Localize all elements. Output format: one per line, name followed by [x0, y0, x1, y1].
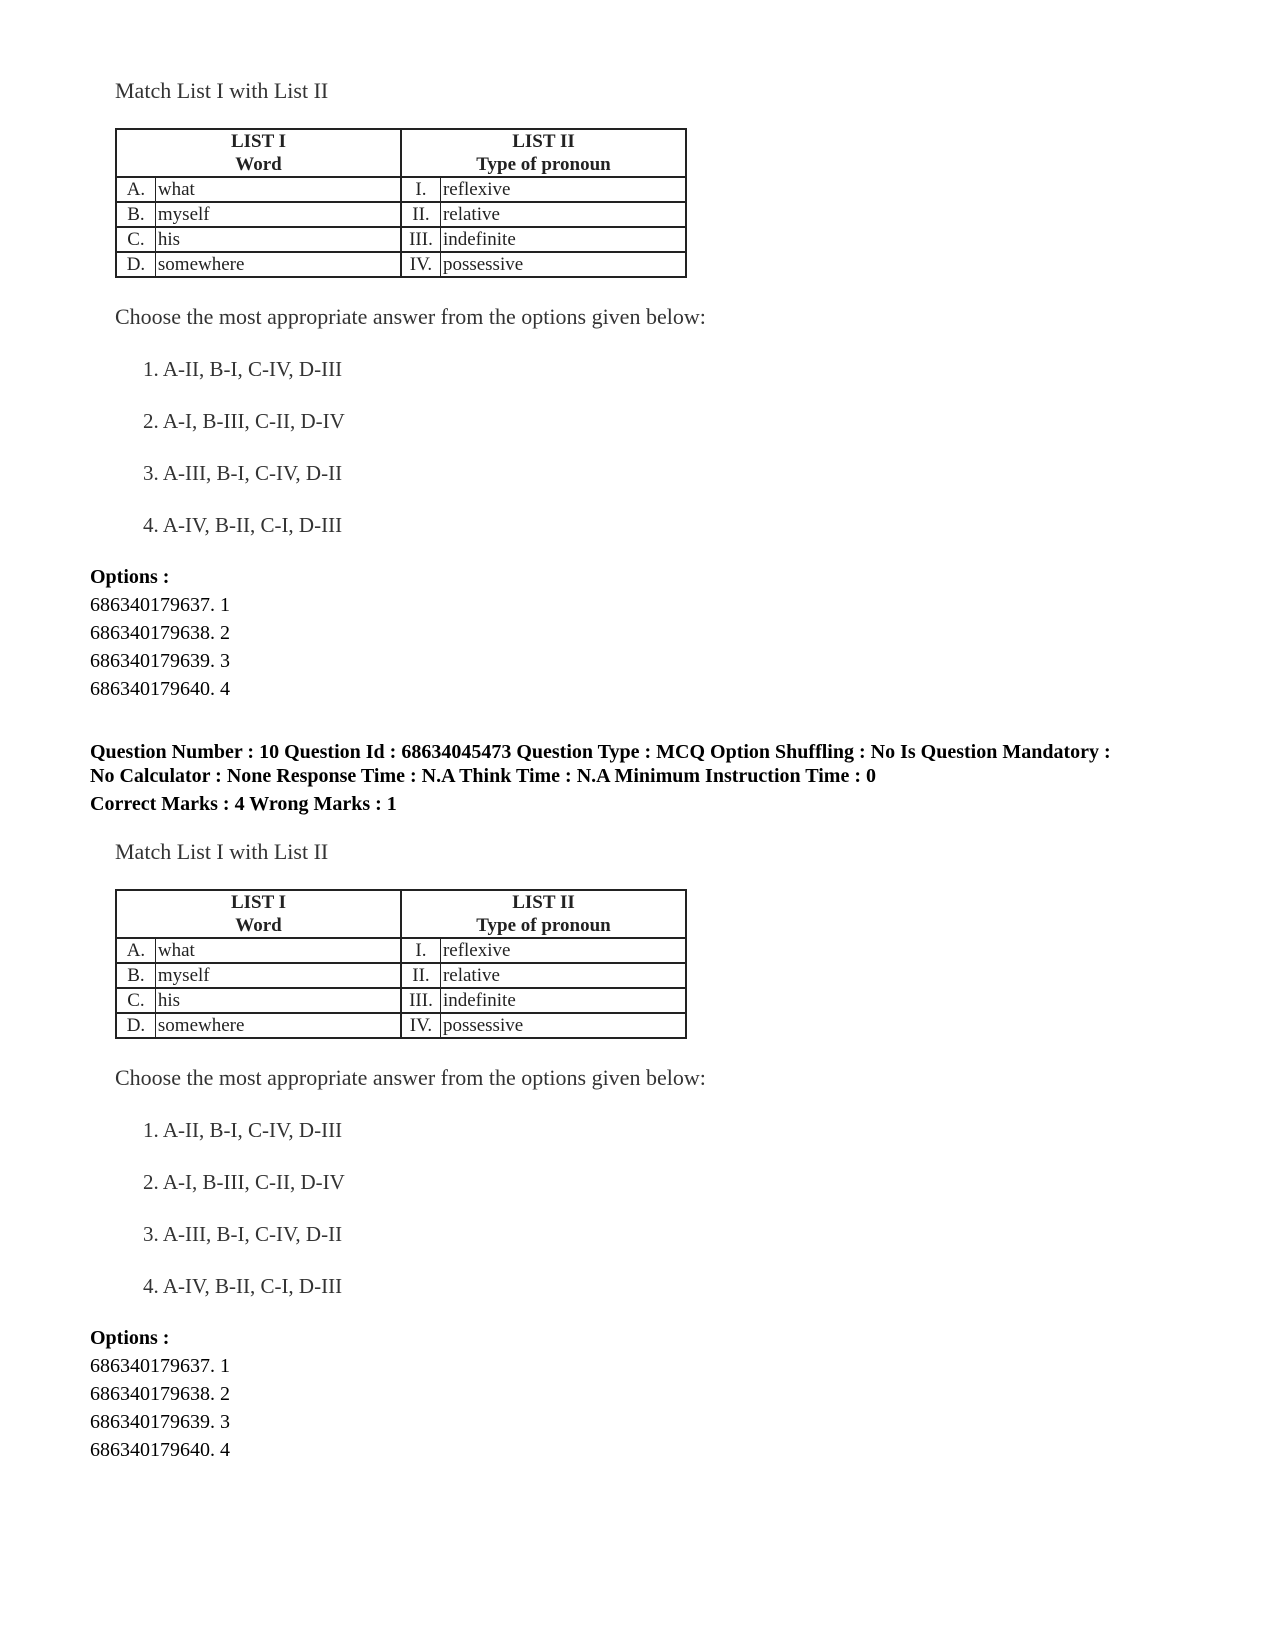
row-label: B. — [116, 963, 155, 988]
answer-choice: 3. A-III, B-I, C-IV, D-II — [143, 1222, 343, 1246]
row-pronoun-type: reflexive — [440, 177, 686, 202]
row-pronoun-type: possessive — [440, 1013, 686, 1038]
row-word: his — [155, 227, 401, 252]
choose-instruction: Choose the most appropriate answer from the options given below: — [115, 304, 706, 329]
option-line: 686340179638. 2 — [90, 622, 230, 644]
list-1-title: LIST I — [230, 131, 287, 152]
option-line: 686340179637. 1 — [90, 1355, 230, 1377]
answer-choice: 2. A-I, B-III, C-II, D-IV — [143, 409, 345, 433]
question-meta — [90, 740, 1190, 788]
options-heading: Options : — [90, 566, 170, 588]
row-numeral: III. — [401, 988, 440, 1013]
row-numeral: I. — [401, 938, 440, 963]
answer-choice: 3. A-III, B-I, C-IV, D-II — [143, 461, 343, 485]
row-numeral: II. — [401, 963, 440, 988]
list-1-header — [116, 129, 401, 177]
row-word: myself — [155, 963, 401, 988]
marks-line: Correct Marks : 4 Wrong Marks : 1 — [90, 793, 397, 815]
row-label: D. — [116, 252, 155, 277]
row-pronoun-type: relative — [440, 963, 686, 988]
row-numeral: II. — [401, 202, 440, 227]
match-table — [115, 128, 687, 278]
answer-choice: 4. A-IV, B-II, C-I, D-III — [143, 513, 343, 537]
list-1-subtitle: Word — [235, 915, 282, 936]
question-meta-line-1: Question Number : 10 Question Id : 68634045473 Question Type : MCQ Option Shuffling : No Is Question Mandatory : — [90, 741, 1111, 763]
table-row — [116, 988, 686, 1013]
answer-choice: 1. A-II, B-I, C-IV, D-III — [143, 357, 343, 381]
row-word: what — [155, 177, 401, 202]
row-word: what — [155, 938, 401, 963]
option-line: 686340179640. 4 — [90, 678, 230, 700]
table-row — [116, 938, 686, 963]
answer-choice: 4. A-IV, B-II, C-I, D-III — [143, 1274, 343, 1298]
table-row — [116, 227, 686, 252]
option-line: 686340179640. 4 — [90, 1439, 230, 1461]
list-2-header — [401, 890, 686, 938]
row-label: A. — [116, 938, 155, 963]
row-word: his — [155, 988, 401, 1013]
question-intro: Match List I with List II — [115, 78, 329, 103]
row-word: myself — [155, 202, 401, 227]
option-line: 686340179639. 3 — [90, 1411, 230, 1433]
row-word: somewhere — [155, 1013, 401, 1038]
answer-choice: 1. A-II, B-I, C-IV, D-III — [143, 1118, 343, 1142]
table-row — [116, 202, 686, 227]
row-pronoun-type: relative — [440, 202, 686, 227]
table-row — [116, 1013, 686, 1038]
row-numeral: I. — [401, 177, 440, 202]
row-label: B. — [116, 202, 155, 227]
option-line: 686340179637. 1 — [90, 594, 230, 616]
question-meta-line-2: No Calculator : None Response Time : N.A Think Time : N.A Minimum Instruction Time : 0 — [90, 765, 876, 787]
row-numeral: IV. — [401, 252, 440, 277]
row-label: C. — [116, 988, 155, 1013]
choose-instruction: Choose the most appropriate answer from the options given below: — [115, 1065, 706, 1090]
row-numeral: III. — [401, 227, 440, 252]
row-label: A. — [116, 177, 155, 202]
list-2-subtitle: Type of pronoun — [476, 915, 611, 936]
list-2-header — [401, 129, 686, 177]
table-row — [116, 177, 686, 202]
list-2-title: LIST II — [512, 892, 575, 913]
list-2-subtitle: Type of pronoun — [476, 154, 611, 175]
table-row — [116, 963, 686, 988]
row-label: C. — [116, 227, 155, 252]
option-line: 686340179639. 3 — [90, 650, 230, 672]
answer-choice: 2. A-I, B-III, C-II, D-IV — [143, 1170, 345, 1194]
row-pronoun-type: indefinite — [440, 988, 686, 1013]
list-1-header — [116, 890, 401, 938]
options-heading: Options : — [90, 1327, 170, 1349]
match-table — [115, 889, 687, 1039]
row-word: somewhere — [155, 252, 401, 277]
row-numeral: IV. — [401, 1013, 440, 1038]
row-label: D. — [116, 1013, 155, 1038]
list-1-title: LIST I — [230, 892, 287, 913]
question-intro: Match List I with List II — [115, 839, 329, 864]
option-line: 686340179638. 2 — [90, 1383, 230, 1405]
row-pronoun-type: indefinite — [440, 227, 686, 252]
list-2-title: LIST II — [512, 131, 575, 152]
list-1-subtitle: Word — [235, 154, 282, 175]
row-pronoun-type: reflexive — [440, 938, 686, 963]
row-pronoun-type: possessive — [440, 252, 686, 277]
table-row — [116, 252, 686, 277]
